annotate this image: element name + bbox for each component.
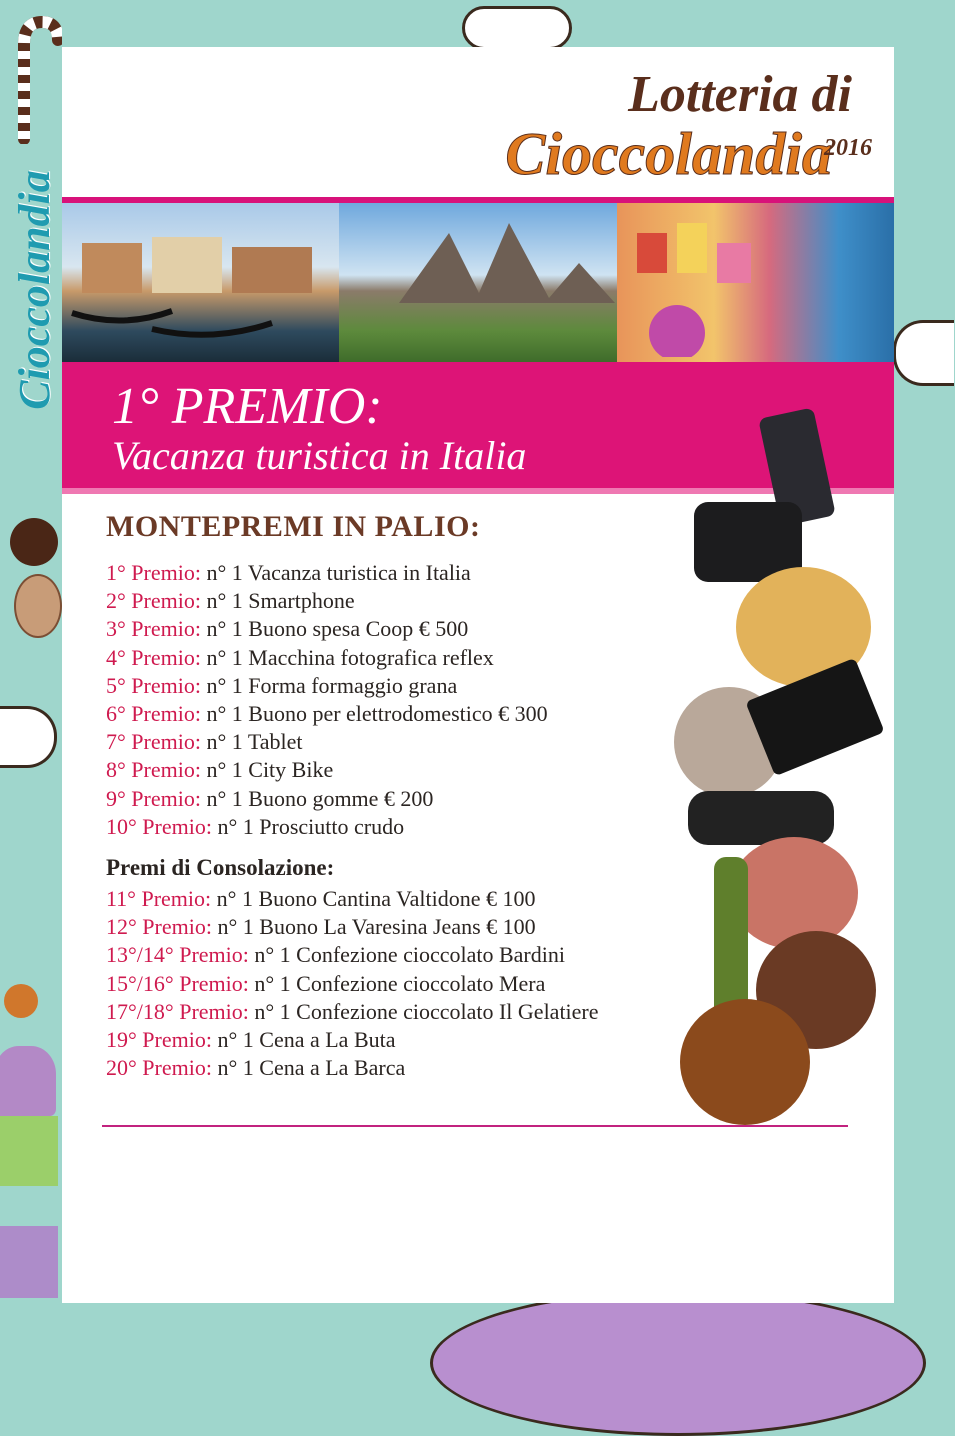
prize-text: n° 1 Buono spesa Coop € 500: [200, 616, 469, 642]
purple-block: [0, 1226, 58, 1298]
prize-label: 5° Premio:: [106, 672, 201, 698]
prize-label: 15°/16° Premio:: [106, 970, 249, 996]
prize-text: n° 1 Cena a La Buta: [211, 1026, 396, 1052]
section-title: MONTEPREMI IN PALIO:: [106, 510, 481, 543]
prize-label: 9° Premio:: [106, 785, 201, 811]
prize-text: n° 1 Confezione cioccolato Mera: [248, 970, 546, 996]
list-item: [106, 1054, 666, 1082]
prize-text: n° 1 Buono Cantina Valtidone € 100: [211, 886, 536, 911]
list-item: [106, 756, 666, 784]
prize-label: 12° Premio:: [106, 914, 212, 940]
logo-name: Cioccolandia: [505, 121, 832, 187]
cupcake-icon: [430, 1290, 926, 1436]
prize-label: 2° Premio:: [106, 588, 201, 614]
prize-label: 1° Premio:: [106, 560, 201, 585]
prize-text: n° 1 Buono gomme € 200: [200, 785, 434, 811]
prize-label: 6° Premio:: [106, 700, 201, 726]
prize-label: 11° Premio:: [106, 886, 212, 911]
logo: [452, 67, 872, 217]
list-item: [106, 998, 666, 1026]
consolation-list: [106, 885, 666, 1082]
dolomites-photo: [339, 203, 616, 363]
prize-label: 4° Premio:: [106, 644, 201, 670]
prize-text: n° 1 Smartphone: [200, 588, 355, 614]
prize-label: 19° Premio:: [106, 1026, 212, 1052]
prize-text: n° 1 Buono per elettrodomestico € 300: [200, 700, 548, 726]
prize-text: n° 1 Cena a La Barca: [211, 1055, 406, 1081]
cloud-icon: [0, 706, 57, 768]
list-item: [106, 644, 666, 672]
prize-text: n° 1 Macchina fotografica reflex: [200, 644, 494, 670]
photo-strip: [62, 197, 894, 363]
list-item: [106, 970, 666, 998]
prize-collage: [674, 407, 884, 1087]
list-item: [106, 587, 666, 615]
list-item: [106, 885, 666, 913]
prize-text: n° 1 Prosciutto crudo: [211, 813, 405, 839]
logo-line2: [452, 123, 872, 185]
prize-text: n° 1 Vacanza turistica in Italia: [200, 560, 471, 585]
side-title: Cioccolandia: [10, 170, 59, 410]
list-item: [106, 672, 666, 700]
tyre-icon: [688, 791, 834, 845]
venice-photo: [62, 203, 339, 363]
prize-text: n° 1 Forma formaggio grana: [200, 672, 458, 698]
cloud-icon: [462, 6, 572, 50]
cloud-icon: [893, 320, 954, 386]
prize-label: 7° Premio:: [106, 729, 201, 755]
prize-text: n° 1 Tablet: [200, 729, 303, 755]
divider: [102, 1125, 848, 1127]
banner-subtitle: Vacanza turistica in Italia: [112, 433, 527, 478]
list-item: [106, 728, 666, 756]
chocolate-icon: [10, 518, 58, 566]
prize-text: n° 1 City Bike: [200, 757, 334, 783]
list-item: [106, 913, 666, 941]
dinner-icon: [680, 999, 810, 1125]
prize-label: 17°/18° Premio:: [106, 998, 249, 1024]
list-item: [106, 941, 666, 969]
prize-text: n° 1 Confezione cioccolato Bardini: [248, 942, 565, 968]
list-item: [106, 813, 666, 841]
cinque-terre-photo: [617, 203, 894, 363]
logo-year: 2016: [824, 135, 872, 161]
logo-line1: Lotteria di: [628, 66, 852, 123]
flyer-card: [62, 47, 894, 1303]
consolation-title: Premi di Consolazione:: [106, 855, 335, 880]
lollipop-icon: [4, 984, 38, 1018]
cupcake-base: [0, 1116, 58, 1186]
prize-label: 10° Premio:: [106, 813, 212, 839]
banner-title: 1° PREMIO:: [112, 378, 383, 435]
prize-text: n° 1 Confezione cioccolato Il Gelatiere: [248, 998, 599, 1024]
prize-label: 3° Premio:: [106, 616, 201, 642]
ham-icon: [730, 837, 858, 949]
list-item: [106, 1026, 666, 1054]
prize-text: n° 1 Buono La Varesina Jeans € 100: [211, 914, 536, 940]
prize-list: [106, 559, 666, 841]
chocolate-icon: [14, 574, 62, 638]
prize-label: 20° Premio:: [106, 1055, 212, 1081]
list-item: [106, 700, 666, 728]
list-item: [106, 559, 666, 587]
list-item: [106, 615, 666, 643]
list-item: [106, 785, 666, 813]
candy-cane-icon: [12, 14, 62, 144]
prize-label: 13°/14° Premio:: [106, 942, 249, 968]
prize-label: 8° Premio:: [106, 757, 201, 783]
cupcake-icon: [0, 1046, 56, 1116]
